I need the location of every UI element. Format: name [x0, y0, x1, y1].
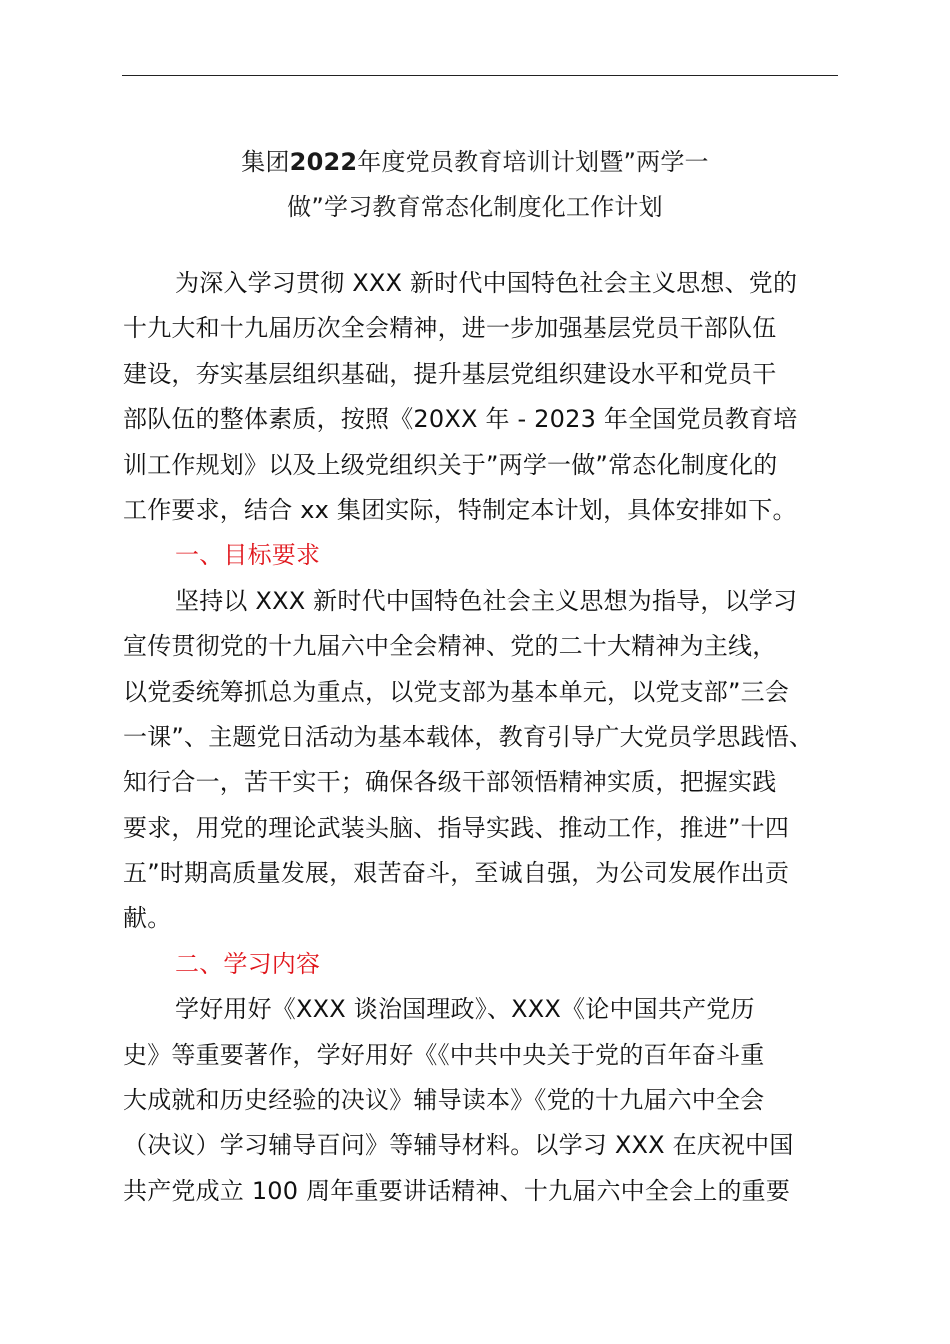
paragraph-line: 要求，用党的理论武装头脑、指导实践、推动工作，推进”十四: [123, 813, 790, 842]
paragraph-line: 工作要求，结合 xx 集团实际，特制定本计划，具体安排如下。: [123, 495, 797, 524]
paragraph-line: 共产党成立 100 周年重要讲话精神、十九届六中全会上的重要: [123, 1176, 791, 1205]
paragraph-line: 宣传贯彻党的十九届六中全会精神、党的二十大精神为主线，: [123, 632, 777, 661]
paragraph-line: 五”时期高质量发展，艰苦奋斗，至诚自强，为公司发展作出贡: [123, 859, 790, 888]
section-heading-content: 二、学习内容: [175, 949, 321, 978]
document-title: [100, 140, 850, 231]
paragraph-line: 一课”、主题党日活动为基本载体，教育引导广大党员学思践悟、: [123, 722, 814, 751]
paragraph-line: 坚持以 XXX 新时代中国特色社会主义思想为指导，以学习: [175, 586, 798, 615]
paragraph-line: 为深入学习贯彻 XXX 新时代中国特色社会主义思想、党的: [175, 269, 798, 297]
paragraph-line: （决议）学习辅导百问》等辅导材料。以学习 XXX 在庆祝中国: [123, 1131, 794, 1160]
paragraph-line: 建设，夯实基层组织基础，提升基层党组织建设水平和党员干: [123, 359, 777, 388]
paragraph-line: 以党委统筹抓总为重点，以党支部为基本单元，以党支部”三会: [123, 677, 790, 706]
section-heading-goals: 一、目标要求: [175, 541, 321, 570]
paragraph-line: 学好用好《XXX 谈治国理政》、XXX《论中国共产党历: [175, 995, 755, 1024]
paragraph-line: 十九大和十九届历次全会精神，进一步加强基层党员干部队伍: [123, 314, 777, 343]
paragraph-line: 部队伍的整体素质，按照《20XX 年 - 2023 年全国党员教育培: [123, 405, 798, 434]
title-line-2: 做”学习教育常态化制度化工作计划: [287, 193, 663, 222]
paragraph-line: 知行合一，苦干实干；确保各级干部领悟精神实质，把握实践: [123, 768, 777, 797]
title-year: 2022: [289, 148, 358, 176]
header-rule: [122, 75, 838, 76]
paragraph-line: 大成就和历史经验的决议》辅导读本》《党的十九届六中全会: [123, 1086, 765, 1115]
paragraph-line: 史》等重要著作，学好用好《《中共中央关于党的百年奋斗重: [123, 1040, 765, 1069]
document-body: [123, 261, 839, 1214]
title-prefix: 集团: [241, 148, 290, 176]
paragraph-line: 训工作规划》以及上级党组织关于”两学一做”常态化制度化的: [123, 450, 778, 479]
title-suffix: 年度党员教育培训计划暨”两学一: [357, 148, 709, 176]
paragraph-line: 献。: [123, 904, 172, 933]
title-line-1: [100, 140, 850, 185]
